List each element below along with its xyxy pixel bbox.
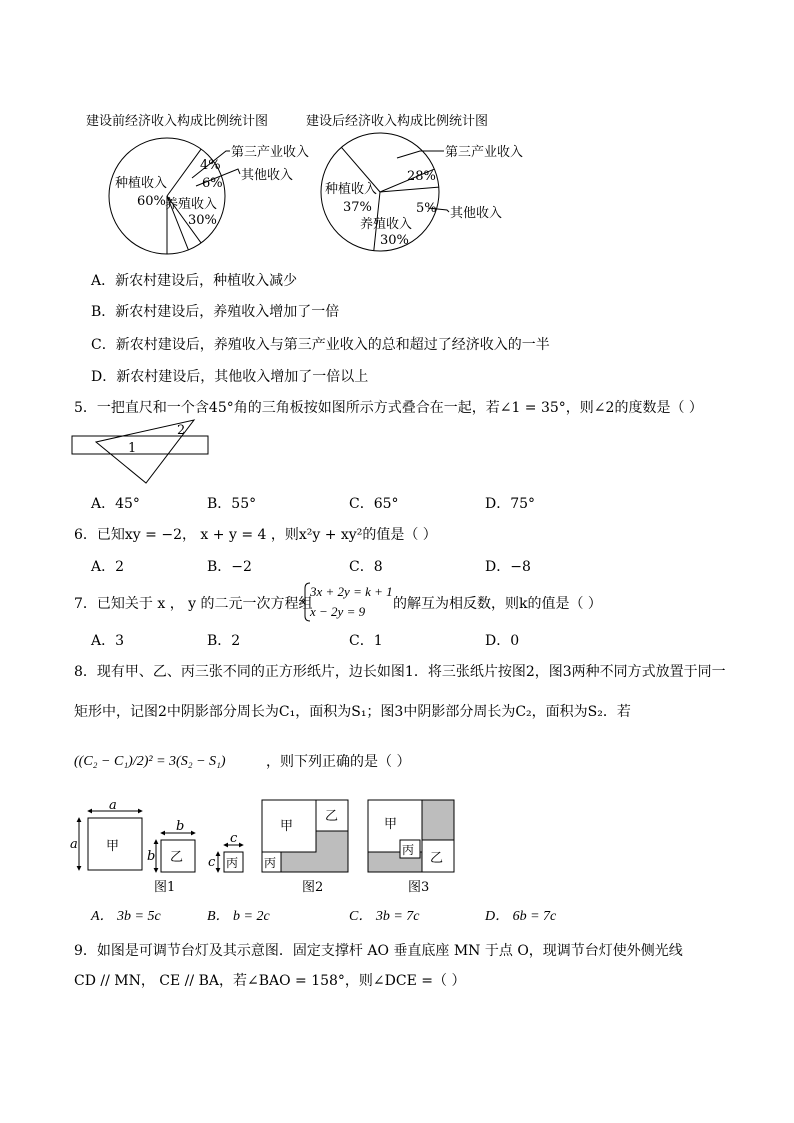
q7-stem-b: 的解互为相反数，则k的值是（ ）: [393, 596, 602, 612]
ruler-triangle-figure: [70, 420, 220, 486]
q9-line-2: CD // MN， CE // BA，若∠BAO = 158°，则∠DCE =（ ）: [74, 973, 466, 989]
pie-0-value-label-2: 4%: [200, 158, 221, 173]
label-c-top: c: [230, 831, 238, 846]
q8-option-b: B． b = 2c: [207, 909, 270, 924]
label-bing-2: 丙: [264, 856, 277, 870]
q5-stem: 5．一把直尺和一个含45°角的三角板按如图所示方式叠合在一起，若∠1 = 35°，则∠2的度数是（ ）: [74, 400, 703, 416]
label-c-left: c: [208, 855, 216, 870]
label-yi-1: 乙: [170, 850, 184, 865]
pie-1-value-label-3: 28%: [407, 169, 436, 184]
fig2-caption: 图2: [302, 880, 324, 895]
squares-figure: [66, 798, 466, 898]
q7-option-d: D．0: [485, 633, 520, 649]
q5-option-c: C．65°: [349, 496, 399, 512]
label-bing-3: 丙: [402, 843, 415, 857]
q6-option-d: D．−8: [485, 559, 531, 575]
q5-option-a: A．45°: [91, 496, 140, 512]
q6-option-c: C．8: [349, 559, 383, 575]
q8-option-a: A． 3b = 5c: [91, 909, 161, 924]
q8-option-c: C． 3b = 7c: [349, 909, 420, 924]
pie-0-value-label-3: 6%: [202, 176, 223, 191]
q8-line-1: 8．现有甲、乙、丙三张不同的正方形纸片，边长如图1．将三张纸片按图2，图3两种不同方式放置于同一: [74, 664, 726, 680]
fig1-caption: 图1: [154, 880, 176, 895]
pie-0-category-label-0: 种植收入: [115, 176, 168, 191]
pie-after-title: 建设后经济收入构成比例统计图: [306, 114, 489, 129]
q4-option-a: A．新农村建设后，种植收入减少: [91, 273, 298, 289]
label-b-left: b: [147, 849, 156, 864]
q8-option-d: D． 6b = 7c: [485, 909, 557, 924]
angle-2-label: 2: [177, 423, 186, 438]
q8-formula-tail: ，则下列正确的是（ ）: [266, 754, 411, 770]
pie-1-category-label-2: 其他收入: [450, 206, 503, 221]
pie-0-category-label-3: 第三产业收入: [231, 145, 310, 160]
label-jia-3: 甲: [384, 817, 398, 832]
pie-0-value-label-0: 60%: [137, 194, 166, 209]
label-a-left: a: [70, 837, 78, 852]
label-jia-2: 甲: [280, 819, 294, 834]
label-bing-1: 丙: [226, 856, 239, 870]
pie-1-category-label-0: 种植收入: [325, 182, 378, 197]
fig3-caption: 图3: [408, 880, 430, 895]
label-yi-3: 乙: [430, 851, 444, 866]
q6-option-b: B．−2: [207, 559, 252, 575]
q7-option-c: C．1: [349, 633, 383, 649]
q4-option-d: D．新农村建设后，其他收入增加了一倍以上: [91, 369, 369, 385]
q7-option-b: B．2: [207, 633, 241, 649]
pie-1-category-label-3: 第三产业收入: [445, 145, 524, 160]
pie-chart-before: [0, 0, 794, 300]
pie-0-value-label-1: 30%: [188, 213, 217, 228]
label-jia-1: 甲: [106, 839, 120, 854]
q8-formula: ((C₂ − C₁)/2)² = 3(S₂ − S₁): [74, 754, 226, 769]
q6-stem: 6．已知xy = −2， x + y = 4 ，则x²y + xy²的值是（ ）: [74, 527, 437, 543]
q4-option-b: B．新农村建设后，养殖收入增加了一倍: [91, 304, 340, 320]
ruler-shape: [72, 436, 208, 454]
q7-equation-2: x − 2y = 9: [310, 604, 366, 619]
q5-option-d: D．75°: [485, 496, 536, 512]
label-b-top: b: [176, 819, 185, 834]
q6-option-a: A．2: [91, 559, 125, 575]
q4-option-c: C．新农村建设后，养殖收入与第三产业收入的总和超过了经济收入的一半: [91, 337, 550, 353]
label-a-top: a: [109, 798, 117, 813]
label-yi-2: 乙: [325, 809, 339, 824]
pie-1-value-label-2: 5%: [416, 201, 437, 216]
pie-1-category-label-1: 养殖收入: [360, 217, 413, 232]
pie-0-category-label-1: 养殖收入: [165, 197, 218, 212]
q9-line-1: 9．如图是可调节台灯及其示意图．固定支撑杆 AO 垂直底座 MN 于点 O，现调节台灯使外侧光线: [74, 943, 683, 959]
q7-option-a: A．3: [91, 633, 125, 649]
pie-1-value-label-1: 30%: [380, 233, 409, 248]
pie-1-value-label-0: 37%: [343, 200, 372, 215]
q8-line-2: 矩形中，记图2中阴影部分周长为C₁，面积为S₁；图3中阴影部分周长为C₂，面积为S₂．若: [74, 704, 631, 720]
pie-before-title: 建设前经济收入构成比例统计图: [86, 114, 269, 129]
q5-option-b: B．55°: [207, 496, 257, 512]
q7-stem-a: 7．已知关于 x ， y 的二元一次方程组: [74, 596, 313, 612]
pie-0-category-label-2: 其他收入: [241, 168, 294, 183]
q7-equation-1: 3x + 2y = k + 1: [310, 584, 393, 599]
angle-1-label: 1: [128, 441, 137, 456]
